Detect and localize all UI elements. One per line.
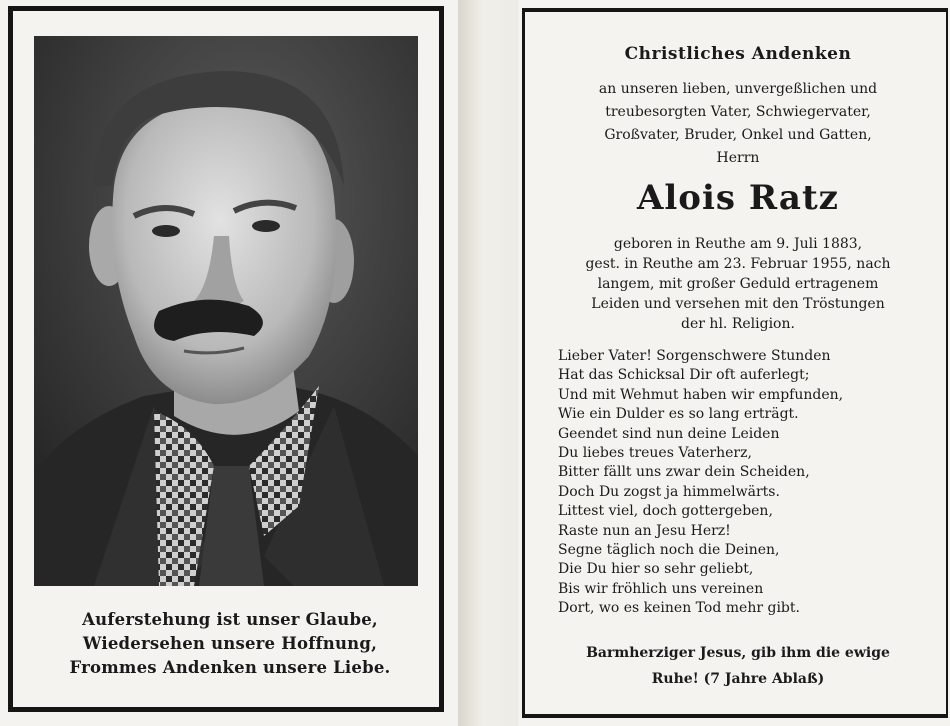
poem-line: Bis wir fröhlich uns vereinen	[558, 580, 764, 597]
intro-line: an unseren lieben, unvergeßlichen und	[598, 81, 878, 97]
photo-card	[0, 0, 458, 726]
bio-line: langem, mit großer Geduld ertragenem	[597, 276, 879, 292]
poem-line: Lieber Vater! Sorgenschwere Stunden	[558, 348, 831, 364]
poem-line: Dort, wo es keinen Tod mehr gibt.	[558, 600, 800, 617]
deceased-name: Alois Ratz	[637, 178, 839, 218]
memorial-poem	[558, 347, 928, 619]
intro-line: treubesorgten Vater, Schwiegervater,	[605, 104, 871, 120]
portrait-photo	[34, 36, 418, 586]
card-heading: Christliches Andenken	[624, 44, 852, 64]
left-verse	[30, 608, 430, 680]
poem-line: Segne täglich noch die Deinen,	[558, 542, 780, 559]
poem-line: Du liebes treues Vaterherz,	[558, 445, 752, 462]
card-fold	[458, 0, 520, 726]
poem-line: Und mit Wehmut haben wir empfunden,	[558, 386, 844, 403]
poem-line: Doch Du zogst ja himmelwärts.	[558, 483, 780, 500]
verse-line: Frommes Andenken unsere Liebe.	[69, 658, 391, 677]
poem-line: Bitter fällt uns zwar dein Scheiden,	[558, 464, 810, 481]
poem-line: Wie ein Dulder es so lang erträgt.	[558, 406, 799, 423]
biography-text	[538, 234, 938, 334]
bio-line: Leiden und versehen mit den Tröstungen	[591, 296, 885, 312]
intro-line: Großvater, Bruder, Onkel und Gatten,	[604, 127, 872, 143]
verse-line: Auferstehung ist unser Glaube,	[82, 610, 378, 629]
bio-line: gest. in Reuthe am 23. Februar 1955, nach	[585, 256, 891, 272]
poem-line: Raste nun an Jesu Herz!	[558, 522, 731, 539]
prayer-line: Ruhe! (7 Jahre Ablaß)	[651, 671, 825, 687]
poem-line: Geendet sind nun deine Leiden	[558, 425, 780, 442]
poem-line: Hat das Schicksal Dir oft auferlegt;	[558, 367, 810, 384]
poem-line: Die Du hier so sehr geliebt,	[558, 561, 754, 578]
closing-prayer	[538, 640, 938, 692]
bio-line: geboren in Reuthe am 9. Juli 1883,	[613, 236, 863, 252]
text-card	[518, 0, 950, 726]
prayer-line: Barmherziger Jesus, gib ihm die ewige	[586, 645, 890, 661]
intro-line: Herrn	[716, 150, 760, 166]
dedication-text	[538, 78, 938, 170]
bio-line: der hl. Religion.	[681, 316, 795, 332]
verse-line: Wiedersehen unsere Hoffnung,	[82, 634, 378, 653]
poem-line: Littest viel, doch gottergeben,	[558, 503, 773, 520]
